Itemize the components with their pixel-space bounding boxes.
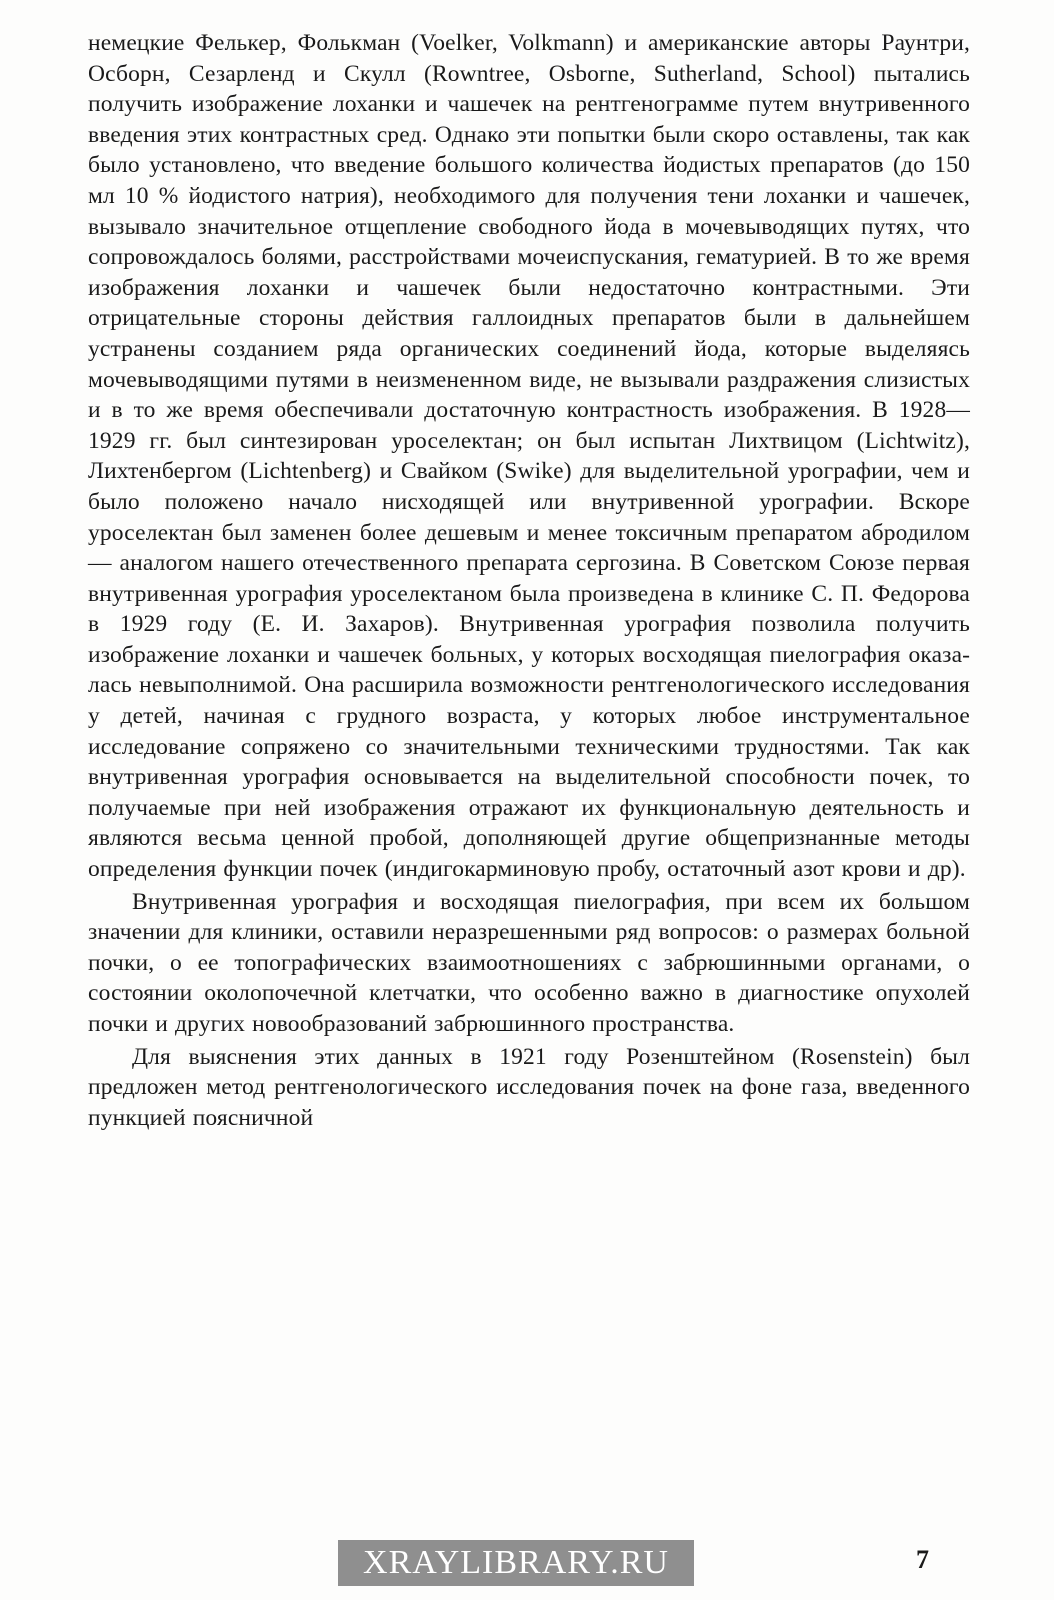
watermark: XRAYLIBRARY.RU (338, 1540, 694, 1586)
paragraph-1: немецкие Фелькер, Фолькман (Voelker, Volkmann) и американские авторы Раунтри, Осборн, Сезарленд и Скулл (Rowntree, Osborne, Sutherland, School) пытались получить изображение лоханки и чашечек на рентгенограмме путем внутривенного введения этих контрастных сред. Однако эти попытки были скоро оставлены, так как было установлено, что введение большого количества йодистых препаратов (до 150 мл 10 % йодистого натрия), необходимого для получения тени лоханки и чашечек, вызывало значительное отщепление свободного йода в мочевыводящих путях, что сопровождалось болями, расстройствами мочеиспускания, гематурией. В то же время изображения лоханки и чашечек были недостаточно контрастными. Эти отрицательные стороны действия галлоидных препаратов были в дальнейшем устранены созданием ряда органических соединений йода, которые выделяясь мочевыводящими путями в неизмененном виде, не вызывали раздражения слизистых и в то же время обеспечивали достаточную контрастность изображения. В 1928—1929 гг. был синтезирован уроселектан; он был испытан Лихтвицом (Lichtwitz), Лихтенбергом (Lichtenberg) и Свайком (Swike) для выделительной урографии, чем и было положено начало нисходящей или внутривенной урографии. Вскоре уроселектан был заменен более дешевым и менее токсичным препаратом абродилом — аналогом нашего отечественного препарата сергозина. В Советском Союзе первая внутривенная урография уроселектаном была произведена в клинике С. П. Федорова в 1929 году (Е. И. Захаров). Внутривенная урография позволила получить изображение лоханки и чашечек больных, у которых восходящая пиелография оказалась невыполнимой. Она расширила возможности рентгенологического исследования у детей, начиная с грудного возраста, у которых любое инструментальное исследование сопряжено со значительными техническими трудностями. Так как внутривенная урография основывается на выделительной способности почек, то получаемые при ней изображения отражают их функциональную деятельность и являются весьма ценной пробой, дополняющей другие общепризнанные методы определения функции почек (индигокарминовую пробу, остаточный азот крови и др). (88, 30, 970, 883)
paragraph-3: Для выяснения этих данных в 1921 году Розенштейном (Rosenstein) был предложен метод рентгенологического исследования почек на фоне газа, введенного пункцией поясничной (88, 1043, 970, 1131)
page-number: 7 (916, 1545, 929, 1574)
body-text (88, 28, 970, 1133)
paragraph-2: Внутривенная урография и восходящая пиелография, при всем их большом значении для клиники, оставили неразрешенными ряд вопросов: о размерах больной почки, о ее топографических взаимоотношениях с забрюшинными органами, о состоянии околопочечной клетчатки, что особенно важно в диагностике опухолей почки и других новообразований забрюшинного пространства. (88, 888, 970, 1037)
